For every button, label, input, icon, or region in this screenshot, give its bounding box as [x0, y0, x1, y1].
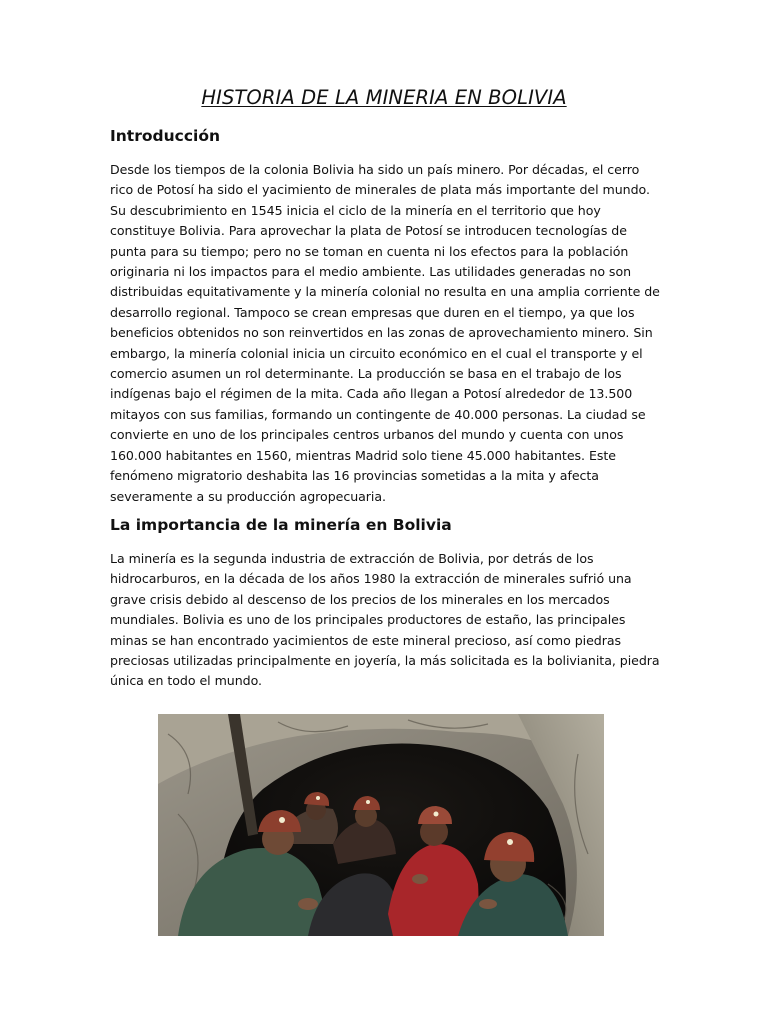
section-heading-introduccion: Introducción — [110, 127, 221, 145]
section-paragraph-introduccion: Desde los tiempos de la colonia Bolivia ha sido un país minero. Por décadas, el cerro rico de Potosí ha sido el yacimiento de minerales de plata más importante del mundo. Su descubrimiento en 1545 inicia el ciclo de la minería en el territorio que hoy constituye Bolivia. Para aprovechar la plata de Potosí se introducen tecnologías de punta para su tiempo; pero no se toman en cuenta ni los efectos para la población originaria ni los impactos para el medio ambiente. Las utilidades generadas no son distribuidas equitativamente y la minería colonial no resulta en una amplia corriente de desarrollo regional. Tampoco se crean empresas que duren en el tiempo, ya que los beneficios obtenidos no son reinvertidos en las zonas de aprovechamiento minero. Sin embargo, la minería colonial inicia un circuito económico en el cual el transporte y el comercio asumen un rol determinante. La producción se basa en el trabajo de los indígenas bajo el régimen de la mita. Cada año llegan a Potosí alrededor de 13.500 mitayos con sus familias, formando un contingente de 40.000 personas. La ciudad se convierte en uno de los principales centros urbanos del mundo y cuenta con unos 160.000 habitantes en 1560, mientras Madrid solo tiene 45.000 habitantes. Este fenómeno migratorio deshabita las 16 provincias sometidas a la mita y afecta severamente a su producción agropecuaria. — [110, 162, 660, 504]
section-paragraph-importancia: La minería es la segunda industria de extracción de Bolivia, por detrás de los hidrocarburos, en la década de los años 1980 la extracción de minerales sufrió una grave crisis debido al descenso de los precios de los minerales en los mercados mundiales. Bolivia es uno de los principales productores de estaño, las principales minas se han encontrado yacimientos de este mineral precioso, así como piedras preciosas utilizadas principalmente en joyería, la más solicitada es la bolivianita, piedra única en todo el mundo. — [110, 551, 660, 689]
miners-photo — [158, 714, 604, 936]
document-title: HISTORIA DE LA MINERIA EN BOLIVIA — [201, 86, 567, 109]
section-heading-importancia: La importancia de la minería en Bolivia — [110, 516, 452, 534]
miners-tunnel-illustration — [158, 714, 604, 936]
